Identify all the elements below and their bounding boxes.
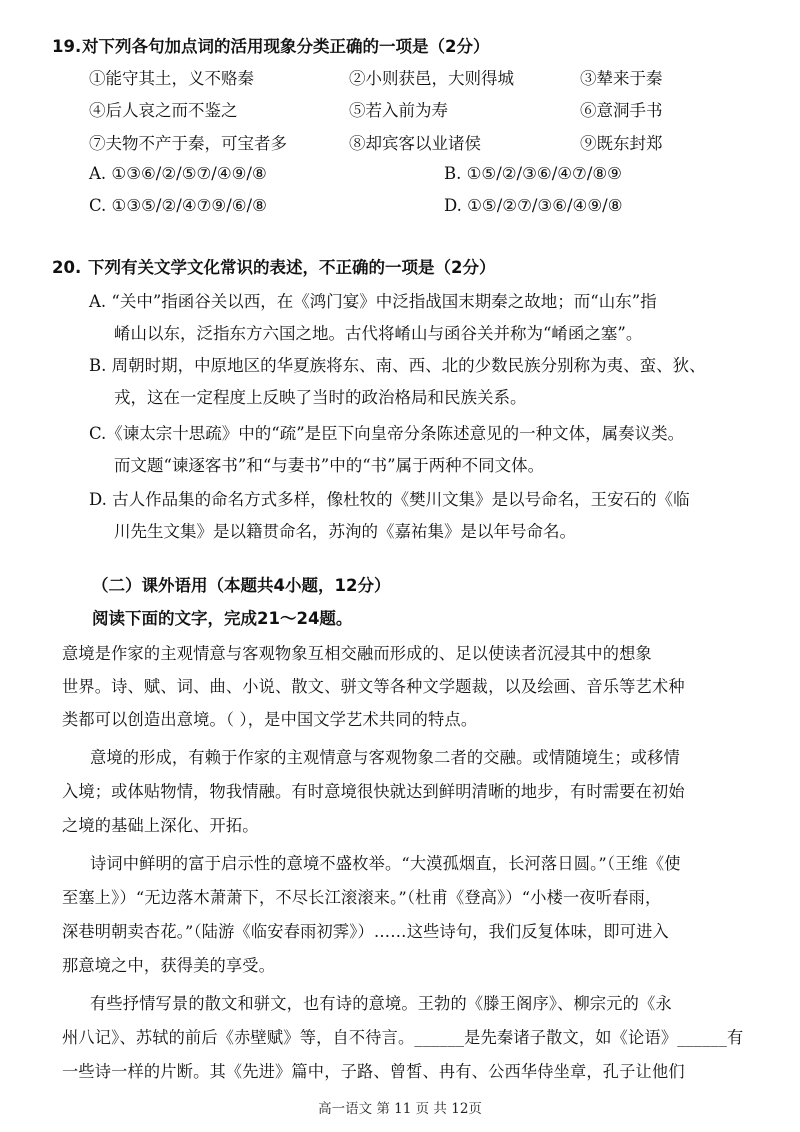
- passage-line: 意境的形成，有赖于作家的主观情意与客观物象二者的交融。或情随境生；或移情: [90, 748, 680, 767]
- q20-option-d-line2: 川先生文集》是以籍贯命名，苏洵的《嘉祐集》是以年号命名。: [114, 522, 576, 541]
- q20-option-b-line1: B. 周朝时期，中原地区的华夏族将东、南、西、北的少数民族分别称为夷、蛮、狄、: [89, 356, 706, 375]
- passage-line: 意境是作家的主观情意与客观物象互相交融而形成的、足以使读者沉浸其中的想象: [62, 644, 652, 663]
- q20-option-b-line2: 戎，这在一定程度上反映了当时的政治格局和民族关系。: [114, 388, 527, 407]
- q20-option-d-line1: D. 古人作品集的命名方式多样，像杜牧的《樊川文集》是以号命名，王安石的《临: [89, 490, 690, 509]
- q19-item-8: ⑧却宾客以业诸侯: [349, 134, 481, 153]
- q20-option-a-line2: 崤山以东，泛指东方六国之地。古代将崤山与函谷关并称为“崤函之塞”。: [114, 324, 643, 343]
- section-instruction: 阅读下面的文字，完成21～24题。: [92, 609, 353, 628]
- q20-option-c-line2: 而文题“谏逐客书”和“与妻书”中的“书”属于两种不同文体。: [114, 456, 545, 475]
- q19-choice-a: A. ①③⑥/②/⑤⑦/④⑨/⑧: [89, 164, 267, 183]
- passage-line: 诗词中鲜明的富于启示性的意境不盛枚举。“大漠孤烟直，长河落日圆。”（王维《使: [90, 854, 681, 873]
- q19-item-4: ④后人哀之而不鉴之: [89, 101, 238, 120]
- passage-line: 之境的基础上深化、开拓。: [62, 816, 259, 835]
- q19-number: 19.: [52, 37, 82, 56]
- page-footer: 高一语文 第 11 页 共 12页: [318, 1101, 482, 1117]
- passage-line: 有些抒情写景的散文和骈文，也有诗的意境。王勃的《滕王阁序》、柳宗元的《永: [90, 994, 672, 1013]
- q19-item-5: ⑤若入前为寿: [349, 101, 448, 120]
- q19-item-1: ①能守其土，义不赂秦: [89, 69, 254, 88]
- q19-item-3: ③辇来于秦: [580, 69, 663, 88]
- q20-stem: 下列有关文学文化常识的表述，不正确的一项是（2分）: [88, 258, 496, 277]
- q19-choice-c: C. ①③⑤/②/④⑦⑨/⑥/⑧: [89, 196, 267, 215]
- passage-line: 世界。诗、赋、词、曲、小说、散文、骈文等各种文学题裁，以及绘画、音乐等艺术种: [62, 677, 685, 696]
- passage-line: 深巷明朝卖杏花。”（陆游《临安春雨初霁》）……这些诗句，我们反复体味，即可进入: [62, 922, 669, 941]
- q20-number: 20.: [52, 258, 82, 277]
- q19-choice-b: B. ①⑤/②/③⑥/④⑦/⑧⑨: [444, 164, 622, 183]
- passage-line: 那意境之中，获得美的享受。: [62, 956, 276, 975]
- q20-option-a-line1: A. “关中”指函谷关以西，在《鸿门宴》中泛指战国末期秦之故地；而“山东”指: [89, 292, 657, 311]
- q19-stem: 对下列各句加点词的活用现象分类正确的一项是（2分）: [82, 37, 490, 56]
- q19-item-2: ②小则获邑，大则得城: [349, 69, 514, 88]
- passage-line: 类都可以创造出意境。（ ），是中国文学艺术共同的特点。: [62, 710, 478, 729]
- q19-item-7: ⑦夫物不产于秦，可宝者多: [89, 134, 287, 153]
- q20-heading: [52, 254, 495, 278]
- q20-option-c-line1: C.《谏太宗十思疏》中的“疏”是臣下向皇帝分条陈述意见的一种文体，属奏议类。: [89, 424, 685, 443]
- passage-line: 入境；或体贴物情，物我情融。有时意境很快就达到鲜明清晰的地步，有时需要在初始: [62, 782, 685, 801]
- q19-item-9: ⑨既东封郑: [580, 134, 663, 153]
- passage-line: 一些诗一样的片断。其《先进》篇中，子路、曾皙、冉有、公西华侍坐章，孔子让他们: [62, 1062, 685, 1081]
- passage-line: 至塞上》）“无边落木萧萧下，不尽长江滚滚来。”（杜甫《登高》）“小楼一夜听春雨，: [62, 888, 662, 907]
- section-title: （二）课外语用（本题共4小题，12分）: [92, 576, 391, 595]
- q19-item-6: ⑥意洞手书: [580, 101, 663, 120]
- q19-choice-d: D. ①⑤/②⑦/③⑥/④⑨/⑧: [444, 196, 623, 215]
- q19-heading: [52, 33, 489, 57]
- passage-line: 州八记》、苏轼的前后《赤壁赋》等，自不待言。______是先秦诸子散文，如《论语》______有: [62, 1028, 744, 1047]
